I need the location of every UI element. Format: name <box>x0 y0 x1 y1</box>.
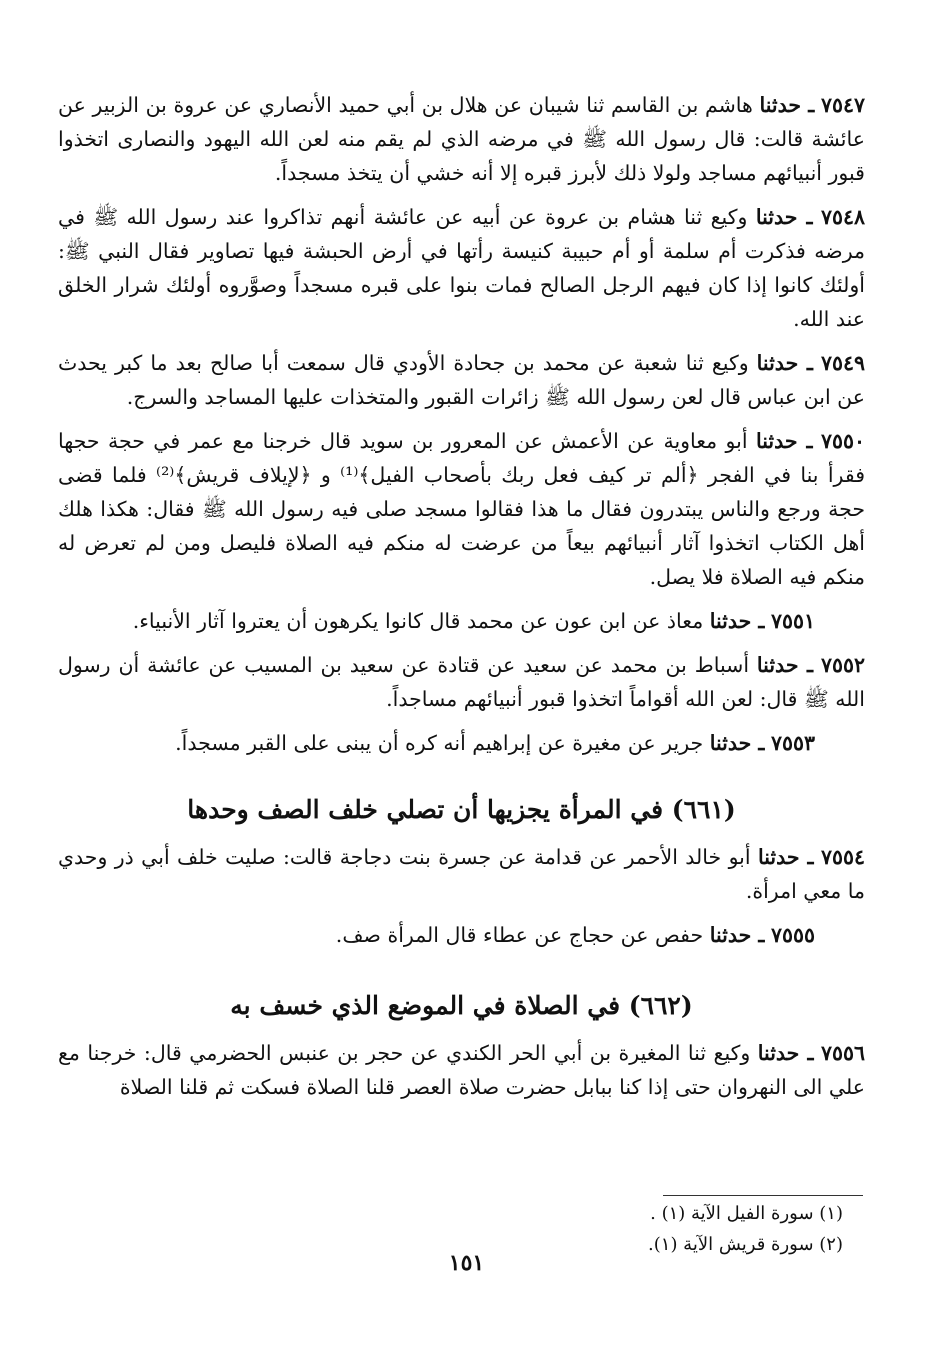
hadith-7555 <box>58 918 865 952</box>
chapter-heading-662: (٦٦٢) في الصلاة في الموضع الذي خسف به <box>230 991 693 1020</box>
hadith-lead: ـ حدثنا <box>757 1041 814 1065</box>
hadith-text: حفص عن حجاج عن عطاء قال المرأة صف. <box>335 923 710 947</box>
hadith-number: ٧٥٤٩ <box>820 351 865 375</box>
hadith-7551 <box>58 604 865 638</box>
hadith-number: ٧٥٤٧ <box>820 93 865 117</box>
chapter-heading-661: (٦٦١) في المرأة يجزيها أن تصلي خلف الصف وحدها <box>187 795 736 824</box>
main-text <box>58 88 865 1114</box>
hadith-lead: ـ حدثنا <box>709 731 765 755</box>
hadith-lead: ـ حدثنا <box>756 653 814 677</box>
hadith-number: ٧٥٥٣ <box>770 731 815 755</box>
hadith-number: ٧٥٥٢ <box>820 653 865 677</box>
hadith-lead: ـ حدثنا <box>755 429 813 453</box>
footnote-1: (١) سورة الفيل الآية (١) . <box>650 1203 843 1224</box>
hadith-number: ٧٥٥٤ <box>820 845 865 869</box>
hadith-text: أبو معاوية عن الأعمش عن المعرور بن سويد قال خرجنا مع عمر في حجة حجها فقرأ بنا في الفجر ﴿ألم تر كيف فعل ربك بأصحاب الفيل﴾⁽¹⁾ و ﴿لإيلاف قريش﴾⁽²⁾ فلما قضى حجة ورجع والناس يبتدرون فقال ما هذا فقالوا مسجد صلى فيه رسول الله ﷺ فقال: هكذا هلك أهل الكتاب اتخذوا آثار أنبيائهم بيعاً من عرضت له منكم فيه الصلاة فليصل ومن لم تعرض له منكم فيه الصلاة فلا يصل. <box>58 429 865 589</box>
hadith-lead: ـ حدثنا <box>759 93 815 117</box>
hadith-number: ٧٥٥٥ <box>770 923 815 947</box>
hadith-text: أبو خالد الأحمر عن قدامة عن جسرة بنت دجاجة قالت: صليت خلف أبي ذر وحدي ما معي امرأة. <box>58 845 865 903</box>
footnote-2: (٢) سورة قريش الآية (١). <box>648 1234 843 1255</box>
hadith-7550 <box>58 424 865 594</box>
hadith-lead: ـ حدثنا <box>709 609 765 633</box>
page-number: ١٥١ <box>448 1250 485 1276</box>
hadith-7554 <box>58 840 865 908</box>
hadith-text: وكيع ثنا المغيرة بن أبي الحر الكندي عن حجر بن عنبس الحضرمي قال: خرجنا مع علي الى النهروان حتى إذا كنا ببابل حضرت صلاة العصر قلنا الصلاة فسكت ثم قلنا الصلاة <box>58 1041 865 1099</box>
hadith-number: ٧٥٥٦ <box>820 1041 865 1065</box>
hadith-number: ٧٥٥٠ <box>820 429 865 453</box>
hadith-lead: ـ حدثنا <box>756 351 813 375</box>
hadith-text: وكيع ثنا هشام بن عروة عن أبيه عن عائشة أنهم تذاكروا عند رسول الله ﷺ في مرضه فذكرت أم سلمة أو أم حبيبة كنيسة رأتها في أرض الحبشة فيها تصاوير فقال النبي ﷺ: أولئك كانوا إذا كان فيهم الرجل الصالح فمات بنوا على قبره مسجداً وصوَّروه أولئك شرار الخلق عند الله. <box>58 205 865 331</box>
hadith-7552 <box>58 648 865 716</box>
hadith-7547 <box>58 88 865 190</box>
hadith-number: ٧٥٥١ <box>770 609 815 633</box>
hadith-lead: ـ حدثنا <box>755 205 813 229</box>
hadith-text: وكيع ثنا شعبة عن محمد بن جحادة الأودي قال سمعت أبا صالح بعد ما كبر يحدث عن ابن عباس قال لعن رسول الله ﷺ زائرات القبور والمتخذات عليها المساجد والسرج. <box>58 351 865 409</box>
hadith-7549 <box>58 346 865 414</box>
hadith-lead: ـ حدثنا <box>757 845 814 869</box>
hadith-lead: ـ حدثنا <box>709 923 765 947</box>
footnote-divider <box>663 1195 863 1196</box>
hadith-text: أسباط بن محمد عن سعيد عن قتادة عن سعيد بن المسيب عن عائشة أن رسول الله ﷺ قال: لعن الله أقواماً اتخذوا قبور أنبيائهم مساجداً. <box>58 653 865 711</box>
hadith-text: معاذ عن ابن عون عن محمد قال كانوا يكرهون أن يعتروا آثار الأنبياء. <box>132 609 710 633</box>
hadith-7553 <box>58 726 865 760</box>
hadith-number: ٧٥٤٨ <box>820 205 865 229</box>
hadith-7548 <box>58 200 865 336</box>
hadith-text: جرير عن مغيرة عن إبراهيم أنه كره أن يبنى على القبر مسجداً. <box>175 731 710 755</box>
hadith-text: هاشم بن القاسم ثنا شيبان عن هلال بن أبي حميد الأنصاري عن عروة بن الزبير عن عائشة قالت: قال رسول الله ﷺ في مرضه الذي لم يقم منه لعن الله اليهود والنصارى اتخذوا قبور أنبيائهم مساجد ولولا ذلك لأبرز قبره إلا أنه خشي أن يتخذ مسجداً. <box>58 93 865 185</box>
hadith-7556 <box>58 1036 865 1104</box>
